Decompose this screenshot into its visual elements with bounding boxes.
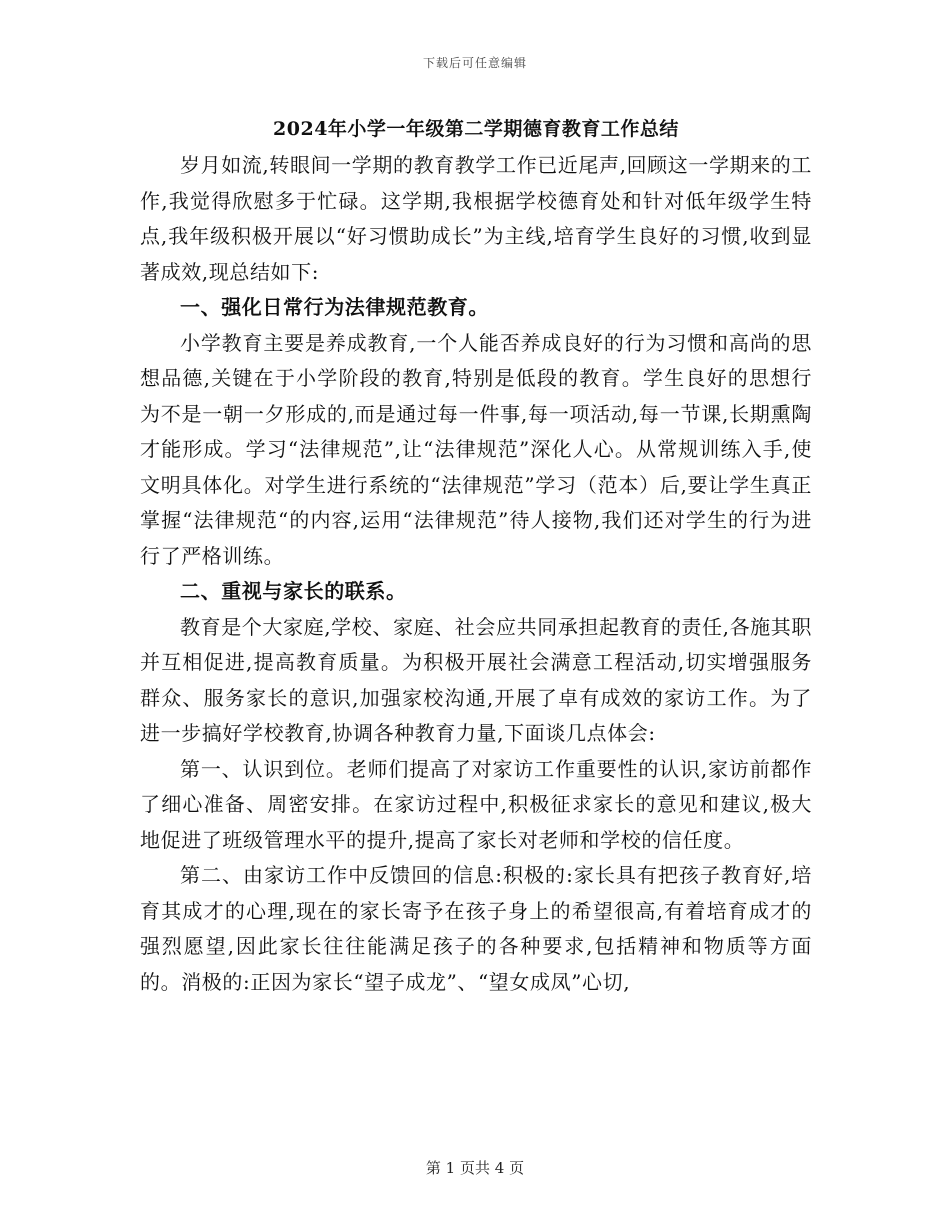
- document-title: 2024年小学一年级第二学期德育教育工作总结: [273, 118, 679, 140]
- section-heading-2: 二、重视与家长的联系。: [180, 579, 407, 603]
- paragraph-point-1: 第一、认识到位。老师们提高了对家访工作重要性的认识,家访前都作了细心准备、周密安排。在家访过程中,积极征求家长的意见和建议,极大地促进了班级管理水平的提升,提高了家长对老师和学校的信任度。: [140, 756, 812, 852]
- document-body: [140, 114, 812, 1000]
- section-heading-1: 一、强化日常行为法律规范教育。: [180, 295, 489, 319]
- header-note: 下载后可任意编辑: [422, 56, 527, 70]
- paragraph-section-1: 小学教育主要是养成教育,一个人能否养成良好的行为习惯和高尚的思想品德,关键在于小学阶段的教育,特别是低段的教育。学生良好的思想行为不是一朝一夕形成的,而是通过每一件事,每一项活动,每一节课,长期熏陶才能形成。学习“法律规范”,让“法律规范”深化人心。从常规训练入手,使文明具体化。对学生进行系统的“法律规范”学习（范本）后,要让学生真正掌握“法律规范“的内容,运用“法律规范”待人接物,我们还对学生的行为进行了严格训练。: [140, 330, 812, 568]
- paragraph-intro: 岁月如流,转眼间一学期的教育教学工作已近尾声,回顾这一学期来的工作,我觉得欣慰多于忙碌。这学期,我根据学校德育处和针对低年级学生特点,我年级积极开展以“好习惯助成长”为主线,培育学生良好的习惯,收到显著成效,现总结如下:: [140, 153, 812, 284]
- page-number: 第 1 页共 4 页: [425, 1159, 525, 1177]
- paragraph-point-2: 第二、由家访工作中反馈回的信息:积极的:家长具有把孩子教育好,培育其成才的心理,现在的家长寄予在孩子身上的希望很高,有着培育成才的强烈愿望,因此家长往往能满足孩子的各种要求,包括精神和物质等方面的。消极的:正因为家长“望子成龙”、“望女成凤”心切,: [140, 863, 812, 994]
- paragraph-section-2: 教育是个大家庭,学校、家庭、社会应共同承担起教育的责任,各施其职并互相促进,提高教育质量。为积极开展社会满意工程活动,切实增强服务群众、服务家长的意识,加强家校沟通,开展了卓有成效的家访工作。为了进一步搞好学校教育,协调各种教育力量,下面谈几点体会:: [140, 614, 812, 745]
